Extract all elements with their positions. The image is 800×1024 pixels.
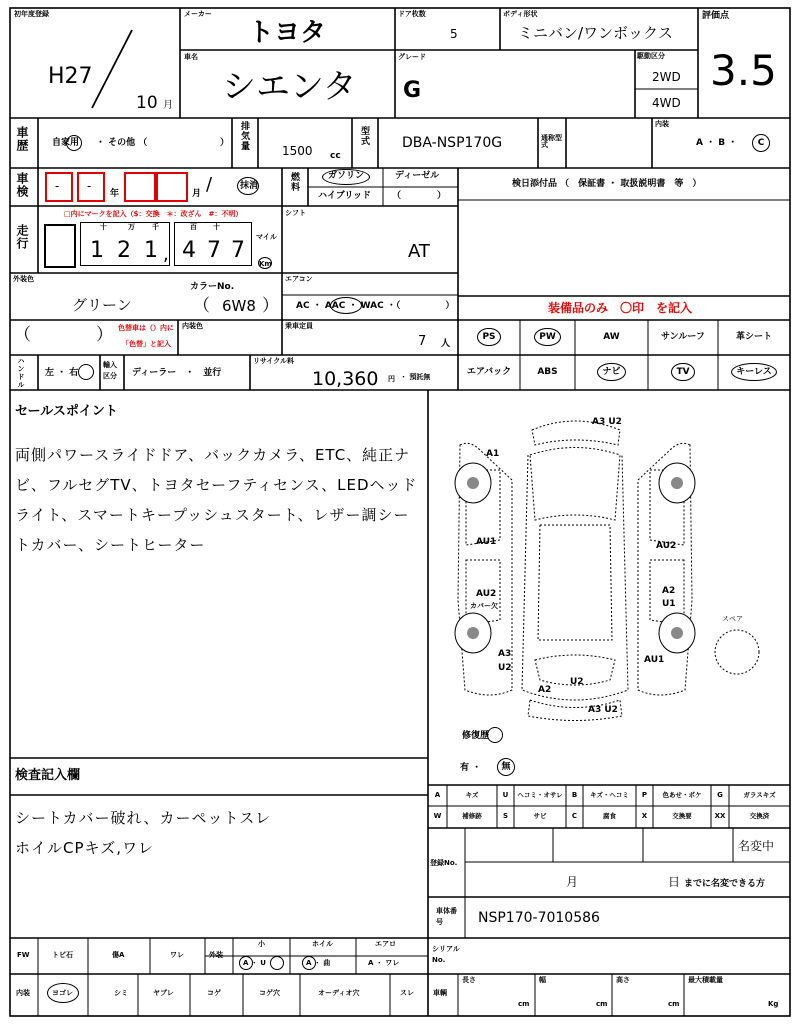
recycle-value: 10,360: [312, 368, 379, 390]
aircon-value: AC ・ AAC ・ WAC ・（ ）: [296, 301, 455, 311]
car-name-label: 車名: [184, 53, 198, 61]
mileage-digit-1: 1: [90, 238, 104, 263]
mileage-digit-4: 4: [182, 238, 196, 263]
repair-no-selected: 無: [497, 758, 515, 776]
shift-label: シフト: [285, 209, 306, 217]
capacity-value: 7: [418, 334, 427, 349]
model-label: 型式: [359, 126, 369, 146]
small-a-circle: [239, 956, 253, 970]
drive-label: 駆動区分: [637, 52, 665, 60]
equipment-label: エアバック: [466, 367, 512, 377]
model-value: DBA-NSP170G: [402, 135, 503, 151]
max-load-label: 最大積載量: [688, 976, 723, 984]
registration-month: 月: [566, 875, 579, 889]
usage-other: ・ その他 （: [96, 138, 148, 148]
width-unit: cm: [596, 1000, 608, 1008]
color-change-note-1: 色替車は（）内に: [118, 324, 174, 332]
registration-label: 登録No.: [430, 859, 458, 867]
fw-item-scratch: 傷A: [112, 951, 125, 959]
score-label: 評価点: [702, 11, 730, 21]
damage-mark-front: A3 U2: [592, 417, 622, 427]
damage-mark-right-door-rear: A2: [662, 586, 676, 596]
legend-meaning: キズ・ヘコミ: [590, 791, 629, 799]
first-registration-label: 初年度登録: [14, 10, 49, 18]
legend-code: X: [641, 812, 648, 820]
interior-grade-selected: C: [752, 134, 770, 152]
capacity-label: 乗車定員: [285, 322, 313, 330]
aircon-label: エアコン: [285, 275, 313, 283]
mileage-digit-2: 2: [117, 238, 131, 263]
equipment-label: 革シート: [735, 332, 772, 342]
unit-ten-thousand-label: 万: [128, 223, 135, 231]
sales-points-title: セールスポイント: [15, 404, 118, 419]
spare-tire-label: スペア: [722, 615, 743, 623]
interior-grade-label: 内装: [655, 120, 669, 128]
damage-mark-rear-bumper: A3 U2: [588, 705, 618, 715]
drive-4wd: 4WD: [652, 96, 681, 110]
mileage-comma: ,: [163, 244, 169, 265]
interior-item-tear: ヤブレ: [153, 989, 174, 997]
damage-mark-left-front: A1: [486, 449, 500, 459]
legend-meaning: 腐食: [603, 812, 616, 820]
length-unit: cm: [518, 1000, 530, 1008]
mileage-digit-3: 1: [144, 238, 158, 263]
interior-item-burn-hole: コゲ穴: [259, 989, 280, 997]
interior-damage-label: 内装: [16, 989, 30, 997]
height-label: 高さ: [616, 976, 630, 984]
wheel-label: ホイル: [312, 940, 333, 948]
color-no-value: 6W8: [222, 297, 256, 315]
equipment-label-circled: TV: [671, 363, 694, 381]
inspection-notes-text: シートカバー破れ、カーペットスレ ホイルCPキズ,ワレ: [15, 809, 272, 857]
damage-mark-right-rear: AU1: [644, 655, 665, 665]
doors-value: 5: [450, 27, 458, 41]
equipment-label-circled: キーレス: [731, 363, 777, 381]
interior-item-stain: シミ: [114, 989, 128, 997]
fuel-gasoline: ガソリン: [328, 171, 365, 181]
mileage-digit-6: 7: [231, 238, 245, 263]
first-registration-month: 10: [136, 93, 158, 113]
small-label: 小: [258, 940, 265, 948]
history-label: 車歴: [15, 126, 29, 152]
repair-history-label: 修復歴: [462, 731, 490, 741]
legend-meaning: サビ: [533, 812, 547, 820]
small-u-circle: [270, 956, 284, 970]
import-label: 輸入区分: [103, 361, 117, 380]
length-label: 長さ: [462, 976, 476, 984]
color-change-open: （: [14, 325, 31, 345]
legend-code: XX: [714, 812, 726, 820]
car-name-value: シエンタ: [222, 67, 357, 107]
interior-item-burn: コゲ: [207, 989, 221, 997]
inspection-month-unit: 月: [192, 189, 202, 199]
unit-ten-label-2: 十: [213, 223, 220, 231]
doors-label: ドア枚数: [398, 10, 426, 18]
body-type-label: ボディ形状: [503, 10, 538, 18]
maker-label: メーカー: [184, 10, 212, 18]
unit-thousand-label: 千: [152, 223, 159, 231]
fuel-diesel: ディーゼル: [395, 171, 440, 181]
interior-item-dirt: ヨゴレ: [52, 989, 73, 997]
damage-mark-rear: U2: [570, 677, 584, 687]
max-load-unit: Kg: [768, 1000, 779, 1008]
legend-meaning: ヘコミ・オサレ: [517, 791, 563, 799]
damage-mark-left-door-rear: AU2: [476, 589, 497, 599]
serial-label: シリアルNo.: [432, 945, 460, 964]
legend-meaning: 交換済: [749, 812, 770, 820]
body-type-value: ミニバン/ワンボックス: [518, 24, 673, 42]
wheel-value: A ・ 曲: [306, 959, 331, 967]
color-no-close: ）: [262, 296, 279, 316]
recycle-unit: 円: [388, 375, 395, 383]
equipment-label: ABS: [537, 367, 558, 377]
handle-value: 左 ・ 右: [45, 368, 79, 378]
score-value: 3.5: [710, 46, 777, 95]
drive-2wd: 2WD: [652, 70, 681, 84]
exterior-label: 外装: [209, 951, 223, 959]
fw-label: FW: [17, 951, 30, 959]
handle-label: ハンドル: [17, 357, 25, 389]
equipment-label: AW: [603, 332, 620, 342]
color-no-label: カラーNo.: [190, 282, 235, 292]
color-change-close: ）: [96, 325, 113, 345]
inspection-dash-2: -: [87, 179, 92, 193]
attached-documents-label: 検日添付品 （ 保証書 ・ 取扱説明書 等 ）: [512, 179, 702, 189]
legend-meaning: 色あせ・ボケ: [662, 791, 702, 799]
small-value: A ・ U: [243, 959, 266, 967]
legend-code: A: [434, 791, 441, 799]
grade-label: グレード: [398, 53, 426, 61]
unit-mile: マイル: [256, 233, 277, 241]
chassis-number-label: 車体番号: [436, 907, 457, 926]
wheel-a-circle: [302, 956, 316, 970]
displacement-label: 排気量: [239, 121, 249, 151]
name-change-label: 名変中: [738, 839, 775, 853]
equipment-label-circled: ナビ: [597, 363, 625, 381]
displacement-unit: cc: [330, 151, 341, 161]
mileage-note: □内にマークを記入（$：交換 ＊：改ざん #：不明）: [64, 210, 243, 218]
vehicle-size-label: 車輌: [433, 989, 447, 997]
damage-mark-right-door-front: AU2: [656, 541, 677, 551]
equipment-label: サンルーフ: [661, 332, 705, 342]
legend-code: S: [502, 812, 509, 820]
exterior-color-label: 外装色: [13, 275, 34, 283]
inspection-year-unit: 年: [110, 189, 120, 199]
damage-mark-left-rear: A3: [498, 649, 512, 659]
fw-item-crack: ワレ: [170, 951, 184, 959]
usage-private: 自家用: [52, 138, 80, 148]
fuel-hybrid: ハイブリッド: [318, 191, 372, 201]
legend-meaning: 交換要: [672, 812, 692, 820]
maker-value: トヨタ: [248, 18, 327, 48]
equipment-title: 装備品のみ 〇印 を記入: [548, 301, 693, 315]
mileage-digit-5: 7: [207, 238, 221, 263]
legend-code: G: [717, 791, 723, 799]
legend-code: B: [571, 791, 578, 799]
import-value: ディーラー ・ 並行: [132, 368, 222, 378]
month-unit: 月: [163, 100, 173, 111]
height-unit: cm: [668, 1000, 680, 1008]
registration-day: 日: [668, 875, 681, 889]
grade-value: G: [403, 78, 422, 103]
chassis-number-value: NSP170-7010586: [478, 910, 600, 926]
legend-code: U: [502, 791, 509, 799]
equipment-label-circled: PW: [534, 328, 561, 346]
fuel-label: 燃料: [289, 172, 299, 192]
interior-color-label: 内装色: [182, 322, 203, 330]
interior-dirt-circle: [47, 983, 79, 1003]
legend-meaning: ガラスキズ: [743, 791, 776, 799]
interior-item-audio-hole: オーディオ穴: [318, 989, 360, 997]
sales-points-text: 両側パワースライドドア、バックカメラ、ETC、純正ナビ、フルセグTV、トヨタセーフティセンス、LEDヘッドライト、スマートキープッシュスタート、レザー調シートカバー、シートヒーター: [15, 446, 418, 554]
shift-value: AT: [408, 241, 430, 262]
legend-meaning: 補修跡: [462, 812, 482, 820]
fw-item-chipping: トビ石: [52, 951, 73, 959]
legend-code: C: [571, 812, 578, 820]
recycle-label: リサイクル料: [253, 357, 295, 365]
inspection-label: 車検: [15, 172, 29, 198]
unit-km: Km: [258, 257, 272, 269]
inspection-dash-1: -: [55, 179, 60, 193]
first-registration-year: H27: [48, 64, 93, 89]
mileage-label: 走行: [15, 224, 29, 250]
displacement-value: 1500: [282, 144, 313, 158]
interior-grade-options: A ・ B ・: [696, 138, 738, 148]
interior-item-wear: スレ: [400, 989, 414, 997]
repair-yes: 有 ・: [460, 763, 482, 773]
unit-hundred-label: 百: [190, 223, 197, 231]
unit-ten-label: 十: [100, 223, 107, 231]
inspection-notes-title: 検査記入欄: [15, 768, 81, 783]
damage-mark-right-door-rear-2: U1: [662, 599, 676, 609]
exterior-color-value: グリーン: [72, 296, 132, 314]
repair-label-circle: [487, 727, 503, 743]
damage-mark-left-rear-2: U2: [498, 663, 512, 673]
aero-value: A ・ ワレ: [368, 959, 400, 967]
registration-deadline: までに名変できる方: [684, 879, 766, 889]
common-model-label: 通称型式: [541, 134, 562, 149]
aero-label: エアロ: [375, 940, 396, 948]
damage-mark-rear-left: A2: [538, 685, 552, 695]
usage-other-close: ）: [220, 138, 230, 148]
damage-note-cover-missing: カバー欠: [470, 602, 498, 610]
fuel-other: （ ）: [392, 191, 447, 201]
recycle-deposit: ・ 預託無: [400, 373, 431, 381]
equipment-label-circled: PS: [477, 328, 500, 346]
color-no-open: （: [193, 296, 210, 316]
width-label: 幅: [539, 976, 546, 984]
legend-code: P: [641, 791, 648, 799]
legend-meaning: キズ: [465, 791, 479, 799]
inspection-slash: /: [206, 174, 213, 195]
capacity-unit: 人: [441, 339, 451, 349]
damage-mark-left-door-front: AU1: [476, 537, 497, 547]
color-change-note-2: 「色替」と記入: [122, 340, 171, 348]
legend-code: W: [433, 812, 442, 820]
inspection-expired: 抹消: [240, 181, 259, 191]
